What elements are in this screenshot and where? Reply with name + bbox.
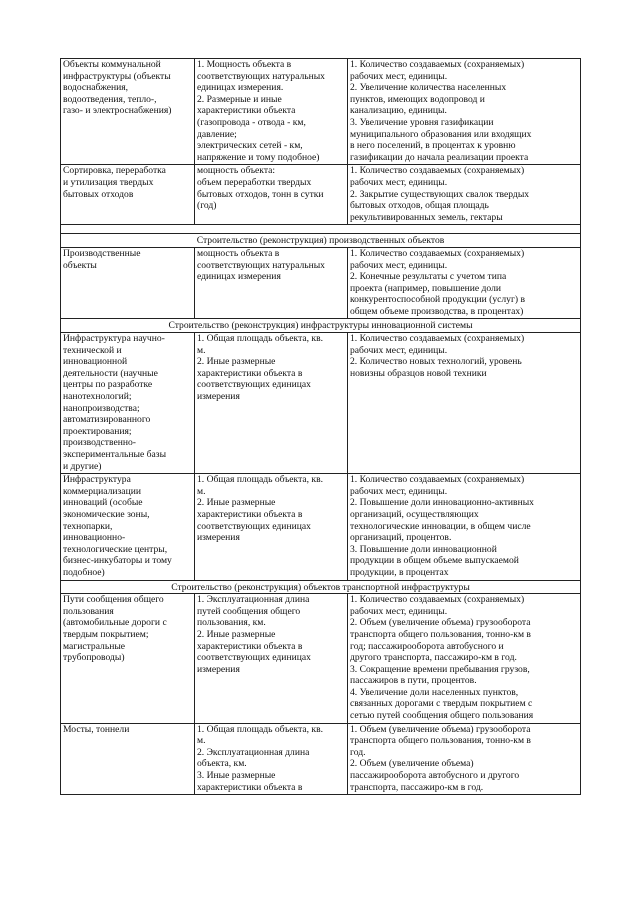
cell-text-line: 2. Иные размерные — [197, 356, 276, 368]
cell-text-line: 1. Объем (увеличение объема) грузооборота — [350, 723, 531, 735]
cell-text-line: измерения — [197, 663, 240, 675]
cell-text-line: 1. Количество создаваемых (сохраняемых) — [350, 474, 525, 486]
cell-text-line: муниципального образования или входящих — [350, 128, 532, 140]
cell-text-line: технологические центры, — [63, 543, 168, 555]
cell-text-line: инфраструктуры (объекты — [63, 70, 171, 82]
cell-text-line: бытовых отходов, тонн в сутки — [197, 188, 324, 200]
cell-text-line: проектирования; — [63, 425, 132, 437]
cell-text-line: характеристики объекта в — [197, 640, 303, 652]
cell-text-line: электрических сетей - км, — [197, 140, 303, 152]
cell-text-line: водоотведения, тепло-, — [63, 93, 157, 105]
cell-text-line: 1. Мощность объекта в — [197, 59, 292, 70]
object-name-cell — [61, 474, 195, 580]
object-name-cell — [61, 333, 195, 474]
cell-text-line: 1. Количество создаваемых (сохраняемых) — [350, 333, 525, 345]
cell-text-line: инновационной — [63, 356, 128, 368]
cell-text-line: рекультивированных земель, гектары — [350, 211, 503, 223]
cell-text-line: (газопровода - отвода - км, — [197, 116, 306, 128]
cell-text-line: Инфраструктура научно- — [63, 333, 165, 345]
cell-text-line: трубопроводы) — [63, 652, 125, 664]
cell-text-line: твердым покрытием; — [63, 628, 149, 640]
cell-text-line: экономические зоны, — [63, 508, 150, 520]
cell-text-line: мощность объекта: — [197, 165, 276, 177]
table-row — [61, 247, 581, 319]
cell-text-line: сетью путей сообщения общего пользования — [350, 710, 534, 722]
cell-text-line: Мосты, тоннели — [63, 723, 130, 735]
cell-text-line: 2. Размерные и иные — [197, 93, 282, 105]
cell-text-line: технопарки, — [63, 520, 113, 532]
cell-text-line: газо- и электроснабжения) — [63, 105, 172, 117]
cell-text-line: производственно- — [63, 437, 136, 449]
cell-text-line: соответствующих натуральных — [197, 259, 325, 271]
object-name-cell — [61, 594, 195, 724]
cell-text-line: 1. Количество создаваемых (сохраняемых) — [350, 247, 525, 259]
cell-text-line: продукции в общем объеме выпускаемой — [350, 555, 519, 567]
cell-text-line: рабочих мест, единицы. — [350, 176, 448, 188]
cell-text-line: объекта, км. — [197, 758, 247, 770]
cell-text-line: деятельности (научные — [63, 367, 158, 379]
cell-text-line: транспорта, пассажиро-км в год. — [350, 781, 484, 793]
cell-text-line: 1. Количество создаваемых (сохраняемых) — [350, 165, 525, 177]
cell-text-line: (автомобильные дороги с — [63, 617, 167, 629]
cell-text-line: 3. Иные размерные — [197, 770, 276, 782]
cell-text-line: 2. Объем (увеличение объема) грузооборота — [350, 617, 531, 629]
cell-text-line: 3. Увеличение уровня газификации — [350, 116, 494, 128]
cell-text-line: давление; — [197, 128, 237, 140]
section-header-row — [61, 319, 581, 333]
cell-text-line: пунктов, имеющих водопровод и — [350, 93, 485, 105]
expected-result-cell — [348, 723, 581, 795]
cell-text-line: объем переработки твердых — [197, 176, 312, 188]
cell-text-line: рабочих мест, единицы. — [350, 605, 448, 617]
capacity-measure-cell — [195, 247, 348, 319]
cell-text-line: 2. Закрытие существующих свалок твердых — [350, 188, 530, 200]
capacity-measure-cell — [195, 59, 348, 165]
cell-text-line: объекты — [63, 259, 97, 271]
table-row — [61, 474, 581, 580]
cell-text-line: пользования, км. — [197, 617, 266, 629]
cell-text-line: 1. Количество создаваемых (сохраняемых) — [350, 59, 525, 70]
cell-text-line: транспорта общего пользования, тонно-км в — [350, 628, 531, 640]
cell-text-line: характеристики объекта в — [197, 367, 303, 379]
cell-text-line: м. — [197, 485, 206, 497]
spacer-row — [61, 225, 581, 234]
table-body — [61, 59, 581, 795]
cell-text-line: экспериментальные базы — [63, 449, 167, 460]
expected-result-cell — [348, 247, 581, 319]
cell-text-line: характеристики объекта — [197, 105, 296, 117]
cell-text-line: 3. Сокращение времени пребывания грузов, — [350, 663, 530, 675]
cell-text-line: Производственные — [63, 247, 141, 259]
section-header-row — [61, 234, 581, 248]
cell-text-line: конкурентоспособной продукции (услуг) в — [350, 294, 526, 306]
cell-text-line: рабочих мест, единицы. — [350, 344, 448, 356]
cell-text-line: рабочих мест, единицы. — [350, 259, 448, 271]
table-row — [61, 723, 581, 795]
table-row — [61, 594, 581, 724]
cell-text-line: соответствующих натуральных — [197, 70, 325, 82]
cell-text-line: рабочих мест, единицы. — [350, 70, 448, 82]
cell-text-line: соответствующих единицах — [197, 652, 311, 664]
cell-text-line: измерения — [197, 391, 240, 403]
cell-text-line: нанотехнологий; — [63, 391, 132, 403]
cell-text-line: бытовых отходов — [63, 188, 134, 200]
cell-text-line: магистральные — [63, 640, 126, 652]
cell-text-line: единицах измерения — [197, 271, 281, 283]
cell-text-line: нанопроизводства; — [63, 402, 140, 414]
cell-text-line: организаций, осуществляющих — [350, 508, 479, 520]
cell-text-line: рабочих мест, единицы. — [350, 485, 448, 497]
cell-text-line: 2. Иные размерные — [197, 628, 276, 640]
cell-text-line: 1. Эксплуатационная длина — [197, 594, 310, 606]
cell-text-line: Пути сообщения общего — [63, 594, 164, 606]
cell-text-line: 2. Эксплуатационная длина — [197, 746, 310, 758]
expected-result-cell — [348, 165, 581, 225]
cell-text-line: и утилизация твердых — [63, 176, 154, 188]
cell-text-line: соответствующих единицах — [197, 379, 311, 391]
section-title: Строительство (реконструкция) производственных объектов — [61, 234, 581, 248]
cell-text-line: 1. Общая площадь объекта, кв. — [197, 333, 324, 345]
document-page — [60, 58, 580, 795]
object-name-cell — [61, 723, 195, 795]
cell-text-line: проекта (например, повышение доли — [350, 282, 502, 294]
expected-result-cell — [348, 59, 581, 165]
section-header-row — [61, 580, 581, 594]
cell-text-line: характеристики объекта в — [197, 781, 303, 793]
capacity-measure-cell — [195, 474, 348, 580]
cell-text-line: и другие) — [63, 460, 102, 472]
capacity-measure-cell — [195, 165, 348, 225]
cell-text-line: газификации до начала реализации проекта — [350, 151, 529, 163]
capacity-measure-cell — [195, 594, 348, 724]
cell-text-line: Сортировка, переработка — [63, 165, 166, 177]
cell-text-line: измерения — [197, 532, 240, 544]
cell-text-line: пассажиров в пути, процентов. — [350, 675, 477, 687]
cell-text-line: 2. Увеличение количества населенных — [350, 82, 507, 94]
cell-text-line: единицах измерения. — [197, 82, 284, 94]
expected-result-cell — [348, 594, 581, 724]
cell-text-line: другого транспорта, пассажиро-км в год. — [350, 652, 517, 664]
cell-text-line: 3. Повышение доли инновационной — [350, 543, 497, 555]
table-row — [61, 165, 581, 225]
cell-text-line: инновационно- — [63, 532, 126, 544]
table-row — [61, 333, 581, 474]
cell-text-line: водоснабжения, — [63, 82, 129, 94]
cell-text-line: продукции, в процентах — [350, 566, 449, 578]
cell-text-line: 1. Общая площадь объекта, кв. — [197, 723, 324, 735]
cell-text-line: 1. Общая площадь объекта, кв. — [197, 474, 324, 486]
cell-text-line: м. — [197, 735, 206, 747]
cell-text-line: новизны образцов новой техники — [350, 367, 487, 379]
spacer-cell — [61, 225, 581, 234]
cell-text-line: 4. Увеличение доли населенных пунктов, — [350, 686, 519, 698]
cell-text-line: характеристики объекта в — [197, 508, 303, 520]
cell-text-line: бытовых отходов, общая площадь — [350, 200, 489, 212]
cell-text-line: м. — [197, 344, 206, 356]
cell-text-line: 2. Иные размерные — [197, 497, 276, 509]
cell-text-line: автоматизированного — [63, 414, 151, 426]
cell-text-line: 2. Объем (увеличение объема) — [350, 758, 474, 770]
object-name-cell — [61, 165, 195, 225]
cell-text-line: общем объеме производства, в процентах) — [350, 305, 524, 317]
capacity-measure-cell — [195, 333, 348, 474]
cell-text-line: в него поселений, в процентах к уровню — [350, 140, 516, 152]
cell-text-line: технологические инновации, в общем числе — [350, 520, 531, 532]
expected-result-cell — [348, 474, 581, 580]
indicators-table — [60, 58, 581, 795]
cell-text-line: мощность объекта в — [197, 247, 280, 259]
capacity-measure-cell — [195, 723, 348, 795]
cell-text-line: подобное) — [63, 566, 105, 578]
cell-text-line: соответствующих единицах — [197, 520, 311, 532]
cell-text-line: 2. Конечные результаты с учетом типа — [350, 271, 507, 283]
cell-text-line: год; пассажирооборота автобусного и — [350, 640, 504, 652]
cell-text-line: путей сообщения общего — [197, 605, 301, 617]
section-title: Строительство (реконструкция) объектов транспортной инфраструктуры — [61, 580, 581, 594]
cell-text-line: канализацию, единицы. — [350, 105, 447, 117]
cell-text-line: год. — [350, 746, 366, 758]
object-name-cell — [61, 247, 195, 319]
cell-text-line: технической и — [63, 344, 122, 356]
cell-text-line: пользования — [63, 605, 114, 617]
cell-text-line: 1. Количество создаваемых (сохраняемых) — [350, 594, 525, 606]
cell-text-line: транспорта общего пользования, тонно-км в — [350, 735, 531, 747]
cell-text-line: пассажирооборота автобусного и другого — [350, 770, 520, 782]
cell-text-line: бизнес-инкубаторы и тому — [63, 555, 172, 567]
cell-text-line: инноваций (особые — [63, 497, 143, 509]
cell-text-line: 2. Количество новых технологий, уровень — [350, 356, 522, 368]
cell-text-line: центры по разработке — [63, 379, 153, 391]
cell-text-line: напряжение и тому подобное) — [197, 151, 320, 163]
cell-text-line: организаций, процентов. — [350, 532, 452, 544]
cell-text-line: (год) — [197, 200, 217, 212]
cell-text-line: 2. Повышение доли инновационно-активных — [350, 497, 534, 509]
expected-result-cell — [348, 333, 581, 474]
cell-text-line: связанных дорогами с твердым покрытием с — [350, 698, 533, 710]
object-name-cell — [61, 59, 195, 165]
table-row — [61, 59, 581, 165]
cell-text-line: Объекты коммунальной — [63, 59, 161, 70]
cell-text-line: Инфраструктура — [63, 474, 131, 486]
cell-text-line: коммерциализации — [63, 485, 141, 497]
section-title: Строительство (реконструкция) инфраструктуры инновационной системы — [61, 319, 581, 333]
